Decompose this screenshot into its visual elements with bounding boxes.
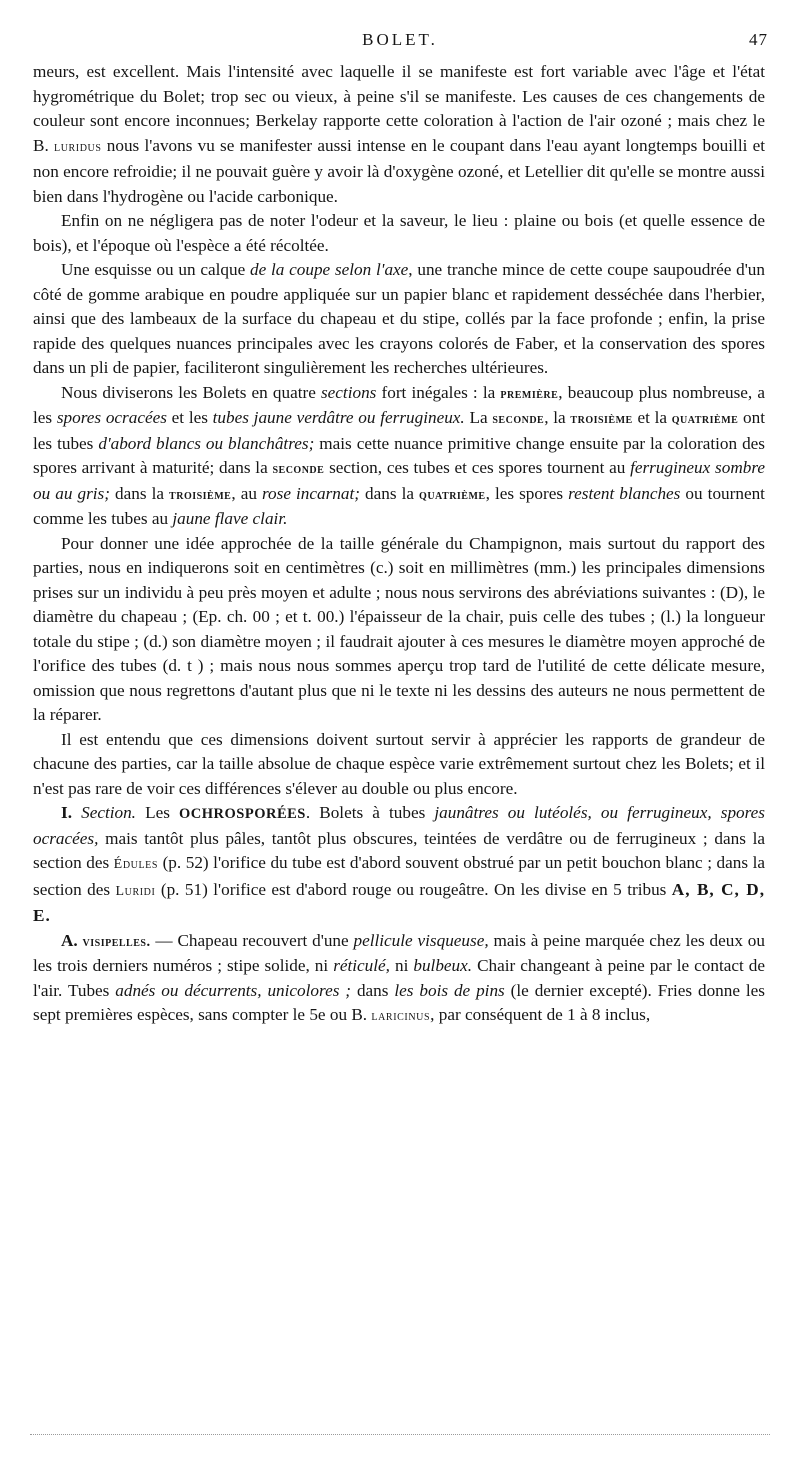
bold-small-caps: première <box>500 385 559 402</box>
text-run: (p. 52) l'orifice du tube est d'abord souvent obstrué par un petit bouchon blanc ; dans la section des <box>33 853 765 899</box>
italic-run: jaunâtres ou lutéolés, ou ferrugineux, spores ocracées, <box>33 803 765 848</box>
text-run: (p. 51) l'orifice est d'abord rouge ou rougeâtre. On les divise en 5 tribus <box>155 879 672 899</box>
bold-small-caps: troisième <box>570 411 633 427</box>
text-run: Nous diviserons les Bolets en quatre <box>61 382 321 402</box>
text-run: meurs, est excellent. Mais l'intensité avec laquelle il se manifeste est fort variable avec l'âge et l'état hygrométrique du Bolet; trop sec ou vieux, à peine s'il se manifeste. Les causes de ces changements de couleur sont encore inconnues; Berkelay rapporte cette coloration à l'action de l'air ozoné ; mais chez le B. <box>33 62 765 155</box>
text-run: dans la <box>359 483 420 503</box>
italic-run: réticulé, <box>333 956 390 975</box>
text-run: ou tournent comme les tubes au <box>33 483 765 528</box>
italic-run: restent blanches <box>568 483 681 503</box>
running-title: BOLET. <box>362 30 438 49</box>
text-run: , par conséquent de 1 à 8 inclus, <box>430 1005 651 1024</box>
text-run: mais à peine marquée chez les deux ou les trois derniers numéros ; stipe solide, ni <box>33 930 765 975</box>
text-run: fort inégales : la <box>376 382 501 402</box>
italic-run: ferrugineux sombre ou au gris; <box>33 458 766 503</box>
text-run: nous l'avons vu se manifester aussi intense en le coupant dans l'eau ayant longtemps bouilli et non encore refroidie; il ne pouvait guère y avoir là d'oxygène ozoné, et Letellier dit qu'elle se montre aussi bien dans l'hydrogène ou l'acide carbonique. <box>33 135 765 206</box>
text-run: Une esquisse ou un calque <box>61 260 250 279</box>
paragraph-1 <box>33 60 765 209</box>
italic-run: d'abord blancs ou blanchâtres; <box>98 433 315 453</box>
paragraph-5: Pour donner une idée approchée de la taille générale du Champignon, mais surtout du rapport des parties, nous en indiquerons soit en centimètres (c.) soit en millimètres (mm.) les principales dimensions prises sur un individu à peu près moyen et adulte ; nous nous servirons des abréviations suivantes : (D), le diamètre du chapeau ; (Ep. ch. 00 ; et t. 00.) l'épaisseur de la chair, puis celle des tubes ; (l.) la longueur totale du stipe ; (d.) son diamètre moyen ; il faudrait ajouter à ces mesures le diamètre moyen approché de l'orifice des tubes (d. t ) ; mais nous nous sommes aperçu trop tard de l'utilité de cette délicate mesure, omission que nous regrettons d'autant plus que ni le texte ni les dessins des auteurs ne nous permettent de la réparer. <box>33 533 765 724</box>
italic-run: rose incarnat; <box>261 483 360 503</box>
text-run: , la <box>544 408 571 427</box>
bold-small-caps: seconde <box>272 461 325 477</box>
paragraph-6: Il est entendu que ces dimensions doivent surtout servir à apprécier les rapports de grandeur de chacune des parties, car la taille absolue de chaque espèce varie extrêmement surtout chez les Bolets; et il n'est pas rare de voir ces différences s'élever au double ou plus encore. <box>33 729 765 798</box>
text-run: mais tantôt plus pâles, tantôt plus obscures, teintées de verdâtre ou de ferrugineux ; dans la section des <box>33 828 765 872</box>
text-run: , beaucoup plus nombreuse, a les <box>33 382 765 427</box>
paragraph-2: Enfin on ne négligera pas de noter l'odeur et la saveur, le lieu : plaine ou bois (et quelle essence de bois), et l'époque où l'espèce a été récoltée. <box>33 211 765 255</box>
bold-small-caps: troisième <box>169 486 232 503</box>
tribe-title: visipelles. <box>82 933 151 950</box>
section-number: I. <box>61 803 72 822</box>
text-run: La <box>464 408 493 427</box>
paragraph-3 <box>33 258 765 381</box>
text-run: , au <box>231 483 262 503</box>
bold-small-caps: quatrième <box>419 486 486 503</box>
italic-run: jaune flave clair. <box>172 509 288 528</box>
body-text <box>33 60 765 1030</box>
italic-run: sections <box>320 382 377 402</box>
italic-run: les bois de pins <box>394 980 505 1000</box>
text-run: , une tranche mince de cette coupe saupoudrée d'un côté de gomme arabique en poudre appliquée sur un papier blanc et rapidement desséchée dans l'herbier, ainsi que des lambeaux de la surface du chapeau et du stipe, collés par la face profonde ; enfin, la prise rapide des quelques nuances principales avec les crayons colorés de Faber, et la conservation des spores dans un pli de papier, faciliteront singulièrement les recherches ultérieures. <box>33 260 765 377</box>
text-run: section, ces tubes et ces spores tournent au <box>324 458 631 477</box>
text-run: et les <box>166 408 213 427</box>
species-name: luridus <box>53 139 102 155</box>
text-run: dans la <box>109 483 170 503</box>
group-name: Luridi <box>115 883 156 899</box>
tribe-letter: A. <box>61 930 83 950</box>
italic-run: tubes jaune verdâtre ou ferrugineux. <box>212 408 465 427</box>
tribe-a-paragraph <box>33 929 765 1030</box>
italic-run: spores ocracées <box>56 408 167 427</box>
text-run: et la <box>632 408 672 427</box>
italic-run: Section. <box>72 803 136 822</box>
tribe-list: A, B, C, D, E. <box>33 879 765 925</box>
section-1-paragraph <box>33 801 765 929</box>
bold-small-caps: seconde <box>492 411 545 427</box>
text-run: ont les tubes <box>33 408 766 453</box>
italic-run: bulbeux. <box>413 956 473 975</box>
italic-run: pellicule visqueuse, <box>353 930 489 950</box>
text-run: Chair changeant à peine par le contact de l'air. Tubes <box>33 956 765 1000</box>
text-run: . Bolets à tubes <box>305 803 435 822</box>
bold-small-caps: quatrième <box>671 411 739 427</box>
text-run: ni <box>389 956 414 975</box>
running-header <box>0 30 800 54</box>
text-run: (le dernier excepté). Fries donne les sept premières espèces, sans compter le 5e ou B. <box>33 980 766 1024</box>
paragraph-4 <box>33 381 765 532</box>
species-name: laricinus <box>371 1009 431 1024</box>
text-run: , les spores <box>485 483 569 503</box>
text-run: dans <box>351 980 395 1000</box>
page-number: 47 <box>749 30 768 49</box>
italic-run: adnés ou décurrents, unicolores ; <box>115 980 352 1000</box>
text-run: Les <box>135 803 179 822</box>
text-run: mais cette nuance primitive change ensuite par la coloration des spores arrivant à maturité; dans la <box>33 433 765 477</box>
section-title: OCHROSPORÉES <box>179 806 306 822</box>
bottom-dotted-rule <box>30 1434 770 1435</box>
italic-run: de la coupe selon l'axe <box>250 260 409 279</box>
text-run: — Chapeau recouvert d'une <box>150 930 354 950</box>
group-name: Édules <box>113 857 159 872</box>
